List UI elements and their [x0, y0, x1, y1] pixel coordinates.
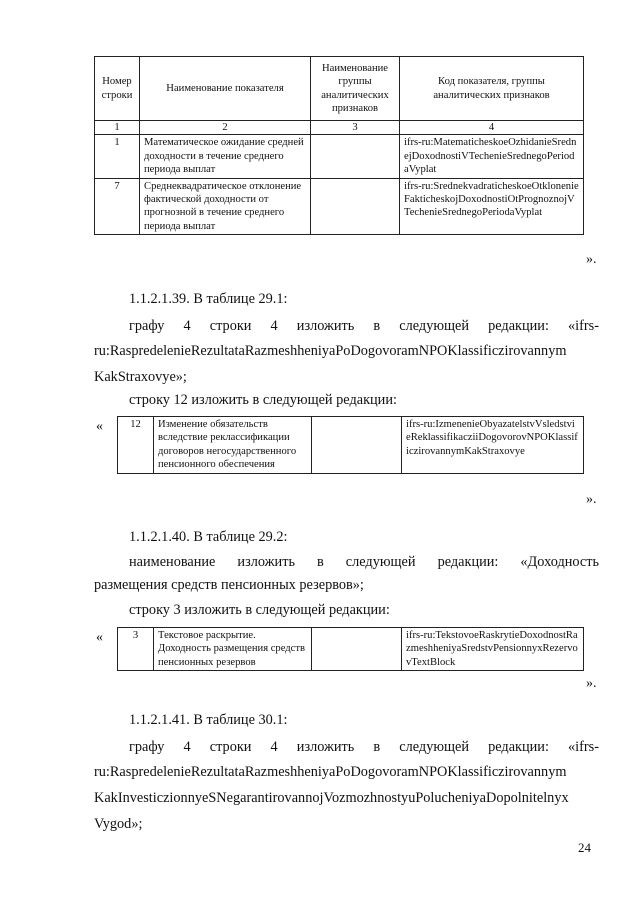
closing-quote: ». — [586, 252, 597, 267]
col-number-3: 3 — [311, 121, 400, 135]
section-41-line-1: графу 4 строки 4 изложить в следующей редакции: «ifrs- — [129, 739, 599, 755]
section-40-line-1: наименование изложить в следующей редакции: «Доходность — [129, 554, 599, 570]
indicator-code: ifrs-ru:IzmenenieObyazatelstvVsledstvieReklassifikacziiDogovorovNPOKlassificzirovannymKakStraxovye — [402, 417, 584, 474]
closing-quote: ». — [586, 676, 597, 691]
col-number-2: 2 — [140, 121, 311, 135]
col-number-1: 1 — [95, 121, 140, 135]
group-name — [312, 628, 402, 671]
group-name — [311, 135, 400, 178]
page-number: 24 — [578, 840, 591, 855]
table-29-1-row-12 — [117, 416, 584, 474]
indicator-name: Изменение обязательств вследствие реклассификации договоров негосударственного пенсионного обеспечения — [154, 417, 312, 474]
indicator-code: ifrs-ru:SrednekvadraticheskoeOtklonenieFakticheskojDoxodnostiOtPrognoznojVTechenieSrednegoPeriodaVyplat — [400, 178, 584, 235]
indicator-code: ifrs-ru:TekstovoeRaskrytieDoxodnostRazmeshheniyaSredstvPensionnyxRezervovTextBlock — [402, 628, 584, 671]
table-row — [95, 135, 584, 178]
section-41-line-4: Vygod»; — [94, 816, 143, 832]
table-column-numbers-row — [95, 121, 584, 135]
section-heading-40: 1.1.2.1.40. В таблице 29.2: — [129, 529, 288, 545]
table-29-2-row-3 — [117, 627, 584, 671]
group-name — [311, 178, 400, 235]
section-40-line-2: размещения средств пенсионных резервов»; — [94, 577, 364, 593]
header-row-number: Номер строки — [95, 57, 140, 121]
section-41-line-3: KakInvesticzionnyeSNegarantirovannojVozmozhnostyuPolucheniyaDopolnitelnyx — [94, 790, 569, 806]
row-number: 12 — [118, 417, 154, 474]
section-39-line-2: ru:RaspredelenieRezultataRazmeshheniyaPoDogovoramNPOKlassificzirovannym — [94, 343, 567, 359]
section-heading-41: 1.1.2.1.41. В таблице 30.1: — [129, 712, 288, 728]
closing-quote: ». — [586, 492, 597, 507]
indicator-name: Среднеквадратическое отклонение фактической доходности от прогнозной в течение среднего периода выплат — [140, 178, 311, 235]
col-number-4: 4 — [400, 121, 584, 135]
indicator-name: Математическое ожидание средней доходности в течение среднего периода выплат — [140, 135, 311, 178]
section-39-line-1: графу 4 строки 4 изложить в следующей редакции: «ifrs- — [129, 318, 599, 334]
indicator-name: Текстовое раскрытие. Доходность размещения средств пенсионных резервов — [154, 628, 312, 671]
table-row — [118, 417, 584, 474]
section-heading-39: 1.1.2.1.39. В таблице 29.1: — [129, 291, 288, 307]
indicator-code: ifrs-ru:MatematicheskoeOzhidanieSrednejDoxodnostiVTechenieSrednegoPeriodaVyplat — [400, 135, 584, 178]
table-header-row — [95, 57, 584, 121]
table-row — [118, 628, 584, 671]
table-row — [95, 178, 584, 235]
section-39-line-3: KakStraxovye»; — [94, 369, 187, 385]
opening-quote: « — [96, 419, 103, 434]
table-29-replacement — [94, 56, 584, 235]
header-code: Код показателя, группы аналитических признаков — [400, 57, 584, 121]
section-39-row-intro: строку 12 изложить в следующей редакции: — [129, 392, 397, 408]
row-number: 1 — [95, 135, 140, 178]
header-group-name: Наименование группы аналитических признаков — [311, 57, 400, 121]
row-number: 3 — [118, 628, 154, 671]
section-41-line-2: ru:RaspredelenieRezultataRazmeshheniyaPoDogovoramNPOKlassificzirovannym — [94, 764, 567, 780]
header-indicator-name: Наименование показателя — [140, 57, 311, 121]
row-number: 7 — [95, 178, 140, 235]
group-name — [312, 417, 402, 474]
section-40-row-intro: строку 3 изложить в следующей редакции: — [129, 602, 390, 618]
opening-quote: « — [96, 630, 103, 645]
